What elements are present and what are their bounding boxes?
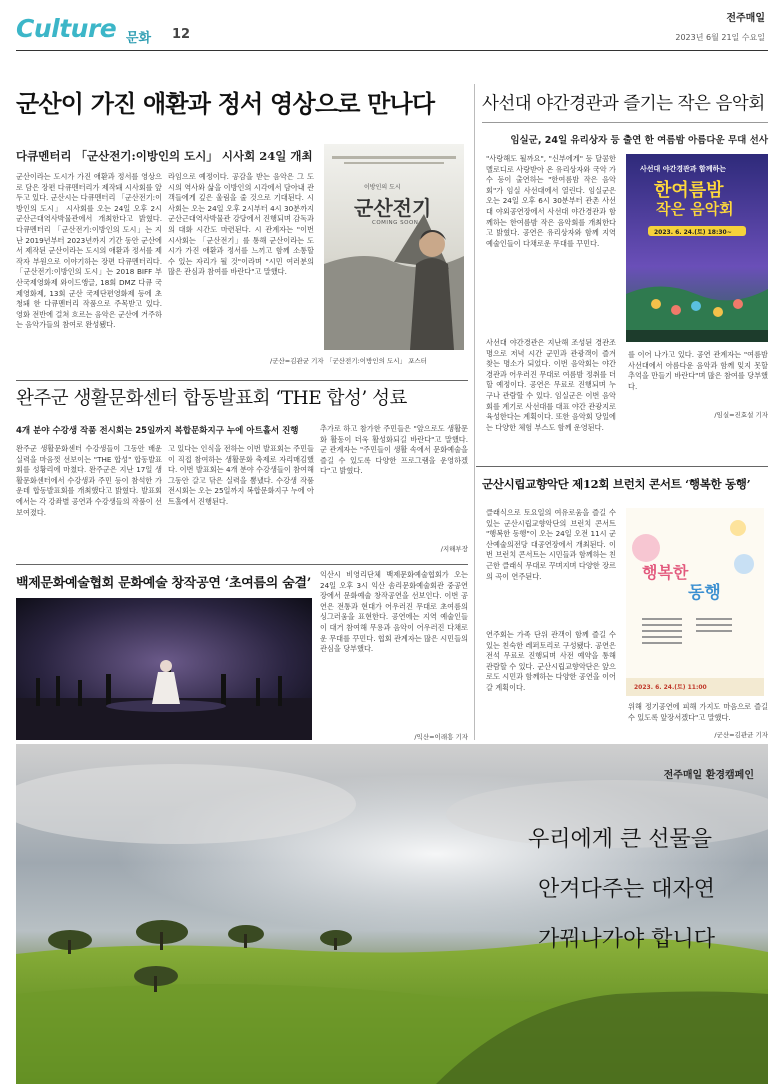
ad-line1: 우리에게 큰 선물을 [528, 827, 713, 852]
article2-rule [482, 122, 768, 123]
article4-byline: /익산=이래흥 기자 [414, 733, 468, 741]
concert-poster [626, 154, 768, 342]
article4-col1: 익산시 비영리단체 백제문화예술협회가 오는 24일 오후 3시 익산 솜리문화예술회관 중공연장에서 문화예술 창작공연을 선보인다. 이번 공연은 전통과 현대가 어우러진 무대로 초여름의 싱그러움을 표현한다. 공연에는 지역 예술인들이 대거 참여해 무용과 음악이 어우러진 다채로운 무대를 꾸민다. 협회 관계자는 많은 시민들의 관심을 당부했다. [320, 570, 468, 654]
divider-1 [16, 380, 468, 381]
article3-subhead: 4개 분야 수강생 작품 전시회는 25일까지 복합문화지구 누에 아트홀서 진행 [16, 426, 299, 436]
header-section-en: Culture [16, 14, 117, 43]
brunch-poster-date: 2023. 6. 24.(토) 11:00 [634, 684, 707, 691]
article1-caption: 「군산전기:이방인의 도시」 포스터 [326, 357, 427, 365]
header-page-number: 12 [172, 27, 191, 42]
environment-campaign-ad [16, 744, 768, 1084]
campaign-label: 전주매일 환경캠페인 [663, 770, 754, 781]
article5-col2: 연주회는 가족 단위 관객이 함께 즐길 수 있는 친숙한 레퍼토리로 구성됐다. 공연은 전석 무료로 진행되며 사전 예약을 통해 관람할 수 있다. 군산시립교향악단은 앞으로도 시민과 함께하는 다양한 공연을 이어갈 계획이다. [486, 630, 616, 692]
article-baekje-performance [16, 570, 468, 742]
ad-line2: 안겨다주는 대자연 [538, 877, 716, 902]
article3-col2: 고 있다는 인식을 전하는 이번 발표회는 주민들이 직접 참여하는 생활문화 축제로 자리매김했다. 이번 발표회는 4개 분야 수강생들이 참여해 그동안 갈고 닦은 실력을 뽐냈다. 수강생 작품 전시회는 오는 25일까지 복합문화지구 누에 아트홀에서 진행된다. [168, 444, 314, 506]
article1-headline: 군산이 가진 애환과 정서 영상으로 만나다 [16, 89, 435, 118]
article1-col1: 군산이라는 도시가 가진 애환과 정서를 영상으로 담은 장편 다큐멘터리가 제작돼 시사회를 앞두고 있다. 군산시는 다큐멘터리 「군산전기:이방인의 도시」 시사회를 오는 24일 오후 2시 군산근대역사박물관에서 개최한다고 밝혔다. 다큐멘터리 「군산전기:이방인의 도시」는 지난 2019년부터 2023년까지 기간 동안 군산에서 제작된 군산이라는 도시의 애환과 정서를 제작자 부원으로 이야기하는 장편 다큐멘터리다. 「군산전기:이방인의 도시」는 2018 BIFF 부산국제영화제 와이드앵글, 18회 DMZ 다큐 국제영화제, 13회 군산 국제단편영화제 등에 초청돼 한 다큐멘터리 작품으로 주목받고 있다. 영화 전반에 걸쳐 흐르는 음악은 군산에 거주하는 음악가들의 참여로 완성됐다. [16, 172, 162, 330]
divider-3 [476, 466, 768, 467]
brunch-concert-poster [626, 508, 764, 696]
article2-headline: 사선대 야간경관과 즐기는 작은 음악회 [482, 94, 765, 114]
article3-headline: 완주군 생활문화센터 합동발표회 ‘THE 합성’ 성료 [16, 388, 407, 409]
article3-col1: 완주군 생활문화센터 수강생들이 그동안 배운 실력을 마음껏 선보이는 "THE 합성" 합동발표회를 성황리에 마쳤다. 완주군은 지난 17일 생활문화센터에서 수강생과 주민 등이 참석한 가운데 합동발표회를 개최했다고 밝혔다. 발표회에서는 각 강좌별 공연과 수강생들의 작품이 선보여졌다. [16, 444, 162, 517]
article3-col3: 추가로 하고 참가한 주민들은 "앞으로도 생활문화 활동이 더욱 활성화되길 바란다"고 말했다. 군 관계자는 "주민들이 생활 속에서 문화예술을 즐길 수 있도록 다양한 프로그램을 운영하겠다"고 밝혔다. [320, 424, 468, 476]
documentary-poster [324, 144, 464, 350]
article5-headline: 군산시립교향악단 제12회 브런치 콘서트 ‘행복한 동행’ [482, 477, 751, 491]
brunch-poster-title2: 동행 [688, 583, 721, 603]
article3-byline: /지해부장 [440, 545, 468, 553]
performance-photo-image [16, 598, 312, 740]
documentary-poster-coming: COMING SOON [372, 220, 419, 226]
concert-poster-line2: 한여름밤 [654, 180, 724, 201]
nature-landscape-image [16, 744, 768, 1084]
article4-headline: 백제문화예술협회 문화예술 창작공연 ‘초여름의 숨결’ [16, 576, 312, 591]
article1-subhead: 다큐멘터리 「군산전기:이방인의 도시」 시사회 24일 개최 [16, 149, 313, 163]
ad-line3: 가꿔나가야 합니다 [538, 927, 716, 952]
documentary-poster-small: 이방인의 도시 [364, 184, 401, 191]
column-divider [474, 84, 475, 740]
article5-col1: 클래식으로 토요일의 여유로움을 즐길 수 있는 군산시립교향악단의 브런치 콘서트 "행복한 동행"이 오는 24일 오전 11시 군산예술의전당 대공연장에서 개최된다. 이번 브런치 콘서트는 시민들과 함께하는 친근한 클래식 무대로 꾸며지며 다양한 장르의 곡이 연주된다. [486, 508, 616, 581]
article-wanju-showcase [16, 384, 468, 554]
brunch-poster-title1: 행복한 [642, 563, 689, 582]
article2-col3: 를 이어 나가고 있다. 공연 관계자는 "여름밤 사선대에서 아름다운 음악과 함께 잊지 못할 추억을 만들기 바란다"며 많은 참여를 당부했다. [628, 350, 768, 391]
article5-col3: 위해 정기공연에 피해 가지도 마음으로 즐길 수 있도록 앞장서겠다"고 말했다. [628, 702, 768, 722]
header-paper-name: 전주매일 [726, 13, 765, 24]
article2-col2: 사선대 야간경관은 지난해 조성된 경관조명으로 저녁 시간 군민과 관광객이 즐겨 찾는 명소가 되었다. 이번 음악회는 야간 경관과 어우러진 무대로 여름밤 정취를 더할 예정이다. 공연은 무료로 진행되며 누구나 관람할 수 있다. 임실군은 이번 음악회를 계기로 사선대를 대표 야간 관광지로 육성한다는 계획이다. 또한 음악회 당일에는 다양한 체험 부스도 함께 운영된다. [486, 338, 616, 432]
article2-col1: "사랑해도 될까요", "신부에게" 등 달콤한 멜로디로 사랑받아 온 유리상자와 국악 가수 등이 출연하는 "한여름밤 작은 음악회"가 임실 사선대에서 열린다. 임실군은 오는 24일 오후 6시 30분부터 관촌 사선대 야외공연장에서 사선대 야간경관과 함께하는 한여름밤 작은 음악회를 개최한다고 밝혔다. 공연은 유리상자와 함께 지역 예술인들이 다채로운 무대를 꾸민다. [486, 154, 616, 248]
concert-poster-date: 2023. 6. 24.(토) 18:30~ [654, 229, 732, 236]
performance-photo [16, 598, 312, 740]
divider-2 [16, 564, 468, 565]
concert-poster-line3: 작은 음악회 [656, 200, 734, 218]
article-gunsan-brunch-concert [482, 472, 768, 742]
article-imsil-concert [482, 84, 768, 464]
concert-poster-line1: 사선대 야간경관과 함께하는 [640, 165, 727, 173]
header-rule [16, 50, 768, 51]
article5-byline: /군산=김관균 기자 [714, 731, 768, 739]
article2-byline: /임실=진효설 기자 [714, 411, 768, 419]
article-gunsan-documentary [16, 84, 468, 374]
header-section-ko: 문화 [126, 31, 152, 46]
header-date: 2023년 6월 21일 수요일 [675, 33, 765, 42]
article2-subhead: 임실군, 24일 유리상자 등 출연 한 여름밤 아름다운 무대 선사 [510, 135, 768, 146]
header [0, 0, 777, 50]
documentary-poster-image [324, 144, 464, 350]
article1-col2: 라임으로 예정이다. 공감을 받는 음악은 그 도시의 역사와 삶을 이방인의 시각에서 담아내 관객들에게 깊은 울림을 줄 것으로 기대된다. 시사회는 오는 24일 오후 2시부터 4시 30분까지 군산근대역사박물관 강당에서 진행되며 감독과의 대화 시간도 마련된다. 시 관계자는 "이번 시사회는 「군산전기」를 통해 군산이라는 도시가 가진 애환과 정서를 느끼고 함께 소통할 수 있는 자리가 될 것"이라며 "시민 여러분의 많은 관심과 참여를 바란다"고 말했다. [168, 172, 314, 277]
article1-byline: /군산=김관균 기자 [270, 357, 324, 365]
documentary-poster-title: 군산전기 [354, 196, 432, 220]
